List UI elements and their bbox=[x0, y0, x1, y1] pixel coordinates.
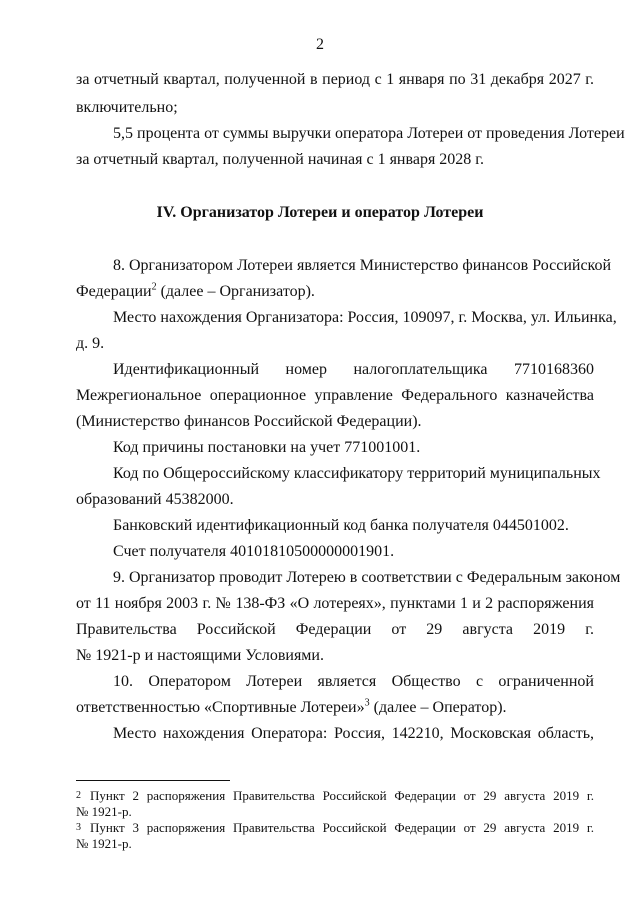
paragraph-line: включительно; bbox=[76, 99, 178, 116]
footnote-line: № 1921-р. bbox=[76, 836, 132, 851]
footnote-ref: 2 bbox=[151, 281, 157, 293]
paragraph-line: Межрегиональное операционное управление Федерального казначейства bbox=[76, 387, 594, 404]
text-fragment: (далее – Оператор). bbox=[369, 699, 507, 716]
paragraph-line: (Министерство финансов Российской Федерации). bbox=[76, 413, 422, 430]
paragraph-line: Счет получателя 40101810500000001901. bbox=[113, 543, 395, 560]
paragraph-line: 5,5 процента от суммы выручки оператора Лотереи от проведения Лотереи bbox=[113, 125, 625, 142]
paragraph-line: Идентификационный номер налогоплательщика 7710168360 bbox=[113, 361, 594, 378]
text-fragment: ответственностью «Спортивные Лотереи» bbox=[76, 699, 365, 716]
paragraph-line: 8. Организатором Лотереи является Министерство финансов Российской bbox=[113, 257, 612, 274]
paragraph-line bbox=[76, 282, 594, 302]
paragraph-line: Правительства Российской Федерации от 29 августа 2019 г. bbox=[76, 621, 594, 638]
footnote-line bbox=[76, 788, 594, 804]
paragraph-line: от 11 ноября 2003 г. № 138-ФЗ «О лотереях», пунктами 1 и 2 распоряжения bbox=[76, 595, 594, 612]
footnote-number: 3 bbox=[76, 822, 81, 833]
page-number: 2 bbox=[316, 36, 324, 53]
footnote-line: № 1921-р. bbox=[76, 804, 132, 819]
section-heading: IV. Организатор Лотереи и оператор Лотереи bbox=[156, 204, 484, 221]
footnote-number: 2 bbox=[76, 790, 81, 801]
footnote-separator bbox=[76, 780, 230, 781]
footnote-line bbox=[76, 820, 594, 836]
paragraph-line: образований 45382000. bbox=[76, 491, 234, 508]
paragraph-line: 9. Организатор проводит Лотерею в соответствии с Федеральным законом bbox=[113, 569, 621, 586]
paragraph-line: Место нахождения Организатора: Россия, 109097, г. Москва, ул. Ильинка, bbox=[113, 309, 617, 326]
paragraph-line: Код причины постановки на учет 771001001. bbox=[113, 439, 421, 456]
text-fragment: (далее – Организатор). bbox=[156, 283, 315, 300]
paragraph-line: за отчетный квартал, полученной начиная с 1 января 2028 г. bbox=[76, 151, 485, 168]
footnote-text: Пункт 3 распоряжения Правительства Российской Федерации от 29 августа 2019 г. bbox=[90, 820, 594, 835]
paragraph-line: за отчетный квартал, полученной в период с 1 января по 31 декабря 2027 г. bbox=[76, 71, 594, 88]
paragraph-line: Место нахождения Оператора: Россия, 142210, Московская область, bbox=[113, 725, 594, 742]
paragraph-line: Банковский идентификационный код банка получателя 044501002. bbox=[113, 517, 569, 534]
paragraph-line: 10. Оператором Лотереи является Общество с ограниченной bbox=[113, 673, 594, 690]
paragraph-line: № 1921-р и настоящими Условиями. bbox=[76, 647, 324, 664]
text-fragment: Федерации bbox=[76, 283, 152, 300]
paragraph-line: Код по Общероссийскому классификатору территорий муниципальных bbox=[113, 465, 601, 482]
paragraph-line: д. 9. bbox=[76, 335, 105, 352]
paragraph-line bbox=[76, 698, 594, 718]
footnote-ref: 3 bbox=[364, 697, 370, 709]
footnote-text: Пункт 2 распоряжения Правительства Российской Федерации от 29 августа 2019 г. bbox=[90, 788, 594, 803]
